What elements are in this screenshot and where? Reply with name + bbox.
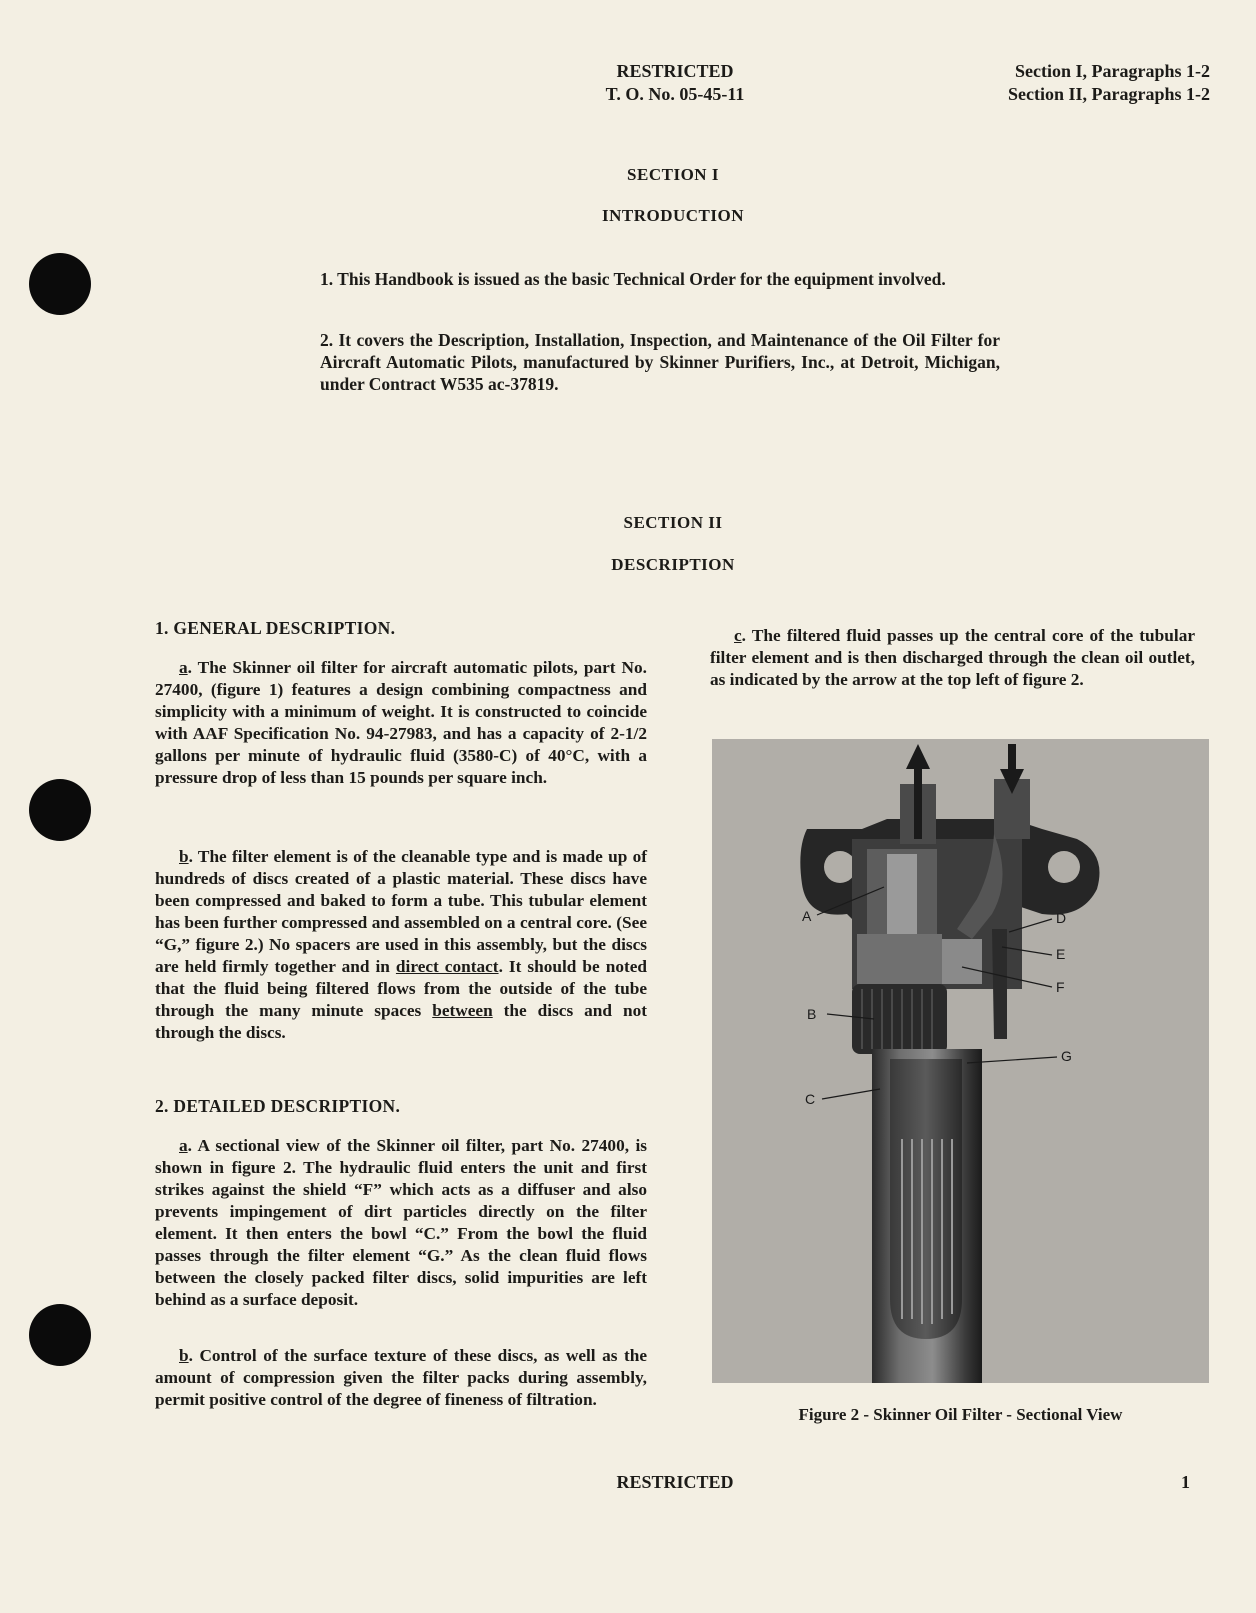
binder-hole-bottom xyxy=(29,1304,91,1366)
page-header-right xyxy=(900,60,1210,106)
para-letter-a: a xyxy=(179,1136,188,1155)
general-b-text-3: the discs and not through the discs. xyxy=(155,1001,647,1042)
between-emphasis: between xyxy=(432,1001,493,1020)
section2-number: SECTION II xyxy=(623,513,723,532)
detailed-description-a xyxy=(155,1135,647,1311)
general-b-text-2: . It should be noted that the fluid being filtered flows from the outside of the tube through the many minute spaces xyxy=(155,957,648,1020)
figure-2-sectional-view xyxy=(712,739,1209,1383)
callout-f: F xyxy=(1056,979,1065,995)
detailed-description-b xyxy=(155,1345,647,1411)
header-ref-line1: Section I, Paragraphs 1-2 xyxy=(1015,61,1210,81)
para-letter-b: b xyxy=(179,1346,189,1365)
detailed-description-c xyxy=(710,625,1195,691)
general-b-text: . The filter element is of the cleanable type and is made up of hundreds of discs created of a plastic material. These discs have been compressed and baked to form a tube. This tubular element has been further compressed and assembled on a central core. (See “G,” figure 2.) No spacers are used in this assembly, but the discs are held firmly together and in xyxy=(155,847,647,976)
section1-number: SECTION I xyxy=(627,165,719,184)
callout-a: A xyxy=(802,908,812,924)
callout-g: G xyxy=(1061,1048,1072,1064)
page-header-left xyxy=(560,60,790,106)
section1-title: INTRODUCTION xyxy=(601,206,745,225)
detailed-c-text: . The filtered fluid passes up the central core of the tubular filter element and is then discharged through the clean oil outlet, as indicated by the arrow at the top left of figure 2. xyxy=(710,626,1195,689)
general-description-b xyxy=(155,846,647,1044)
binder-hole-middle xyxy=(29,779,91,841)
section1-paragraph-2: 2. It covers the Description, Installation, Inspection, and Maintenance of the Oil Filter for Aircraft Automatic Pilots, manufactured by Skinner Purifiers, Inc., at Detroit, Michigan, under Contract W535 ac-37819. xyxy=(320,330,1000,394)
general-a-text: . The Skinner oil filter for aircraft automatic pilots, part No. 27400, (figure 1) features a design combining compactness and simplicity with a minimum of weight. It is constructed to coincide with AAF Specification No. 94-27983, and has a capacity of 2-1/2 gallons per minute of hydraulic fluid (3580-C) of 40°C, with a pressure drop of less than 15 pounds per square inch. xyxy=(155,658,647,787)
binder-hole-top xyxy=(29,253,91,315)
para-letter-c: c xyxy=(734,626,742,645)
header-classification: RESTRICTED xyxy=(616,61,734,81)
para-letter-a: a xyxy=(179,658,188,677)
page-number: 1 xyxy=(1181,1472,1190,1492)
callout-b: B xyxy=(807,1006,817,1022)
detailed-description-heading: 2. DETAILED DESCRIPTION. xyxy=(155,1096,401,1116)
footer-classification: RESTRICTED xyxy=(616,1472,734,1492)
section1-paragraph-1: 1. This Handbook is issued as the basic Technical Order for the equipment involved. xyxy=(320,269,946,289)
oil-filter-illustration xyxy=(712,739,1209,1383)
general-description-heading: 1. GENERAL DESCRIPTION. xyxy=(155,618,396,638)
callout-c: C xyxy=(805,1091,816,1107)
para-letter-b: b xyxy=(179,847,189,866)
callout-d: D xyxy=(1056,910,1067,926)
header-ref-line2: Section II, Paragraphs 1-2 xyxy=(1008,84,1210,104)
general-description-a xyxy=(155,657,647,789)
callout-e: E xyxy=(1056,946,1066,962)
detailed-b-text: . Control of the surface texture of these discs, as well as the amount of compression given the filter packs during assembly, permit positive control of the degree of fineness of filtration. xyxy=(155,1346,647,1409)
section2-title: DESCRIPTION xyxy=(611,555,735,574)
header-to-number: T. O. No. 05-45-11 xyxy=(605,84,745,104)
detailed-a-text: . A sectional view of the Skinner oil filter, part No. 27400, is shown in figure 2. The hydraulic fluid enters the unit and first strikes against the shield “F” which acts as a diffuser and also prevents impingement of dirt particles directly on the filter element. It then enters the bowl “C.” From the bowl the fluid passes through the filter element “G.” As the clean fluid flows between the closely packed filter discs, solid impurities are left behind as a surface deposit. xyxy=(155,1136,647,1309)
direct-contact-emphasis: direct contact xyxy=(395,957,499,976)
figure-2-caption: Figure 2 - Skinner Oil Filter - Sectional View xyxy=(798,1405,1123,1424)
